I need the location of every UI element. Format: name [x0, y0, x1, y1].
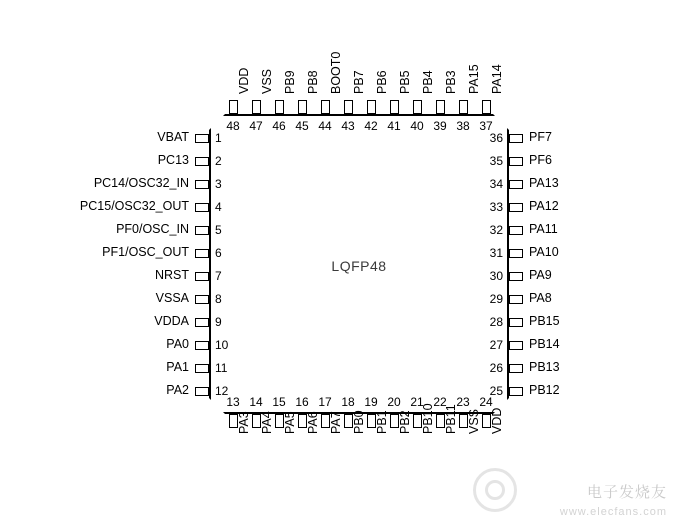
pin-label-1: VBAT	[157, 130, 189, 144]
pin-number-35: 35	[489, 154, 503, 168]
pin-right-30	[509, 272, 523, 281]
pin-right-26	[509, 364, 523, 373]
pin-left-6	[195, 249, 209, 258]
pin-number-38: 38	[456, 119, 470, 133]
pin-right-31	[509, 249, 523, 258]
pin-left-11	[195, 364, 209, 373]
pin-number-47: 47	[249, 119, 263, 133]
pin-right-29	[509, 295, 523, 304]
pin-number-1: 1	[215, 131, 222, 145]
pin-number-26: 26	[489, 361, 503, 375]
pin-number-21: 21	[410, 395, 424, 409]
pin-top-37	[482, 100, 491, 114]
pin-number-32: 32	[489, 223, 503, 237]
pin-label-13: PA3	[237, 411, 251, 434]
pin-left-7	[195, 272, 209, 281]
pin-label-27: PB14	[529, 337, 560, 351]
pin-number-24: 24	[479, 395, 493, 409]
pin-top-46	[275, 100, 284, 114]
pin-label-26: PB13	[529, 360, 560, 374]
pin-number-28: 28	[489, 315, 503, 329]
pin-right-34	[509, 180, 523, 189]
pin-top-43	[344, 100, 353, 114]
package-label: LQFP48	[331, 258, 387, 274]
pin-label-15: PA5	[283, 411, 297, 434]
pin-top-40	[413, 100, 422, 114]
pin-label-36: PF7	[529, 130, 552, 144]
pin-number-18: 18	[341, 395, 355, 409]
pin-label-30: PA9	[529, 268, 552, 282]
pin-label-20: PB2	[398, 410, 412, 434]
pin-right-25	[509, 387, 523, 396]
pin-label-24: VDD	[490, 407, 504, 434]
pin-number-7: 7	[215, 269, 222, 283]
pin-left-2	[195, 157, 209, 166]
pin-number-27: 27	[489, 338, 503, 352]
pin-number-23: 23	[456, 395, 470, 409]
pin-label-21: PB10	[421, 403, 435, 434]
watermark-logo-icon	[473, 468, 517, 512]
pin-label-16: PA6	[306, 411, 320, 434]
pin-label-45: PB8	[306, 70, 320, 94]
pin-top-42	[367, 100, 376, 114]
pin-number-31: 31	[489, 246, 503, 260]
pin-number-33: 33	[489, 200, 503, 214]
pin-left-3	[195, 180, 209, 189]
pin-number-25: 25	[489, 384, 503, 398]
pin-top-39	[436, 100, 445, 114]
pin-left-4	[195, 203, 209, 212]
pin-label-5: PF0/OSC_IN	[116, 222, 189, 236]
pin-number-10: 10	[215, 338, 229, 352]
pin-top-44	[321, 100, 330, 114]
pin-number-41: 41	[387, 119, 401, 133]
pin-label-14: PA4	[260, 411, 274, 434]
pin-label-48: VDD	[237, 67, 251, 94]
pin-number-34: 34	[489, 177, 503, 191]
pin-label-34: PA13	[529, 176, 559, 190]
pin-label-12: PA2	[166, 383, 189, 397]
pin-top-47	[252, 100, 261, 114]
pin-number-5: 5	[215, 223, 222, 237]
pin-number-13: 13	[226, 395, 240, 409]
pin-label-19: PB1	[375, 410, 389, 434]
pin-top-38	[459, 100, 468, 114]
pin-label-33: PA12	[529, 199, 559, 213]
pin-number-3: 3	[215, 177, 222, 191]
pin-right-35	[509, 157, 523, 166]
pin-label-28: PB15	[529, 314, 560, 328]
pin-label-2: PC13	[157, 153, 189, 167]
pin-number-4: 4	[215, 200, 222, 214]
pin-number-42: 42	[364, 119, 378, 133]
pin-label-11: PA1	[166, 360, 189, 374]
pin-number-22: 22	[433, 395, 447, 409]
pin-label-35: PF6	[529, 153, 552, 167]
pin-label-39: PB3	[444, 70, 458, 94]
pin-number-29: 29	[489, 292, 503, 306]
pin-number-11: 11	[215, 361, 228, 375]
pin-number-15: 15	[272, 395, 286, 409]
pin-label-7: NRST	[154, 268, 189, 282]
pin-left-10	[195, 341, 209, 350]
pin-number-2: 2	[215, 154, 222, 168]
pin-top-41	[390, 100, 399, 114]
pin-number-6: 6	[215, 246, 222, 260]
pin-number-40: 40	[410, 119, 424, 133]
pin-number-48: 48	[226, 119, 240, 133]
pin-label-42: PB6	[375, 70, 389, 94]
pin-left-8	[195, 295, 209, 304]
pin-label-17: PA7	[329, 411, 343, 434]
pin-number-20: 20	[387, 395, 401, 409]
pin-label-8: VSSA	[155, 291, 189, 305]
pin-left-5	[195, 226, 209, 235]
pin-left-9	[195, 318, 209, 327]
pin-label-32: PA11	[529, 222, 558, 236]
pin-number-12: 12	[215, 384, 229, 398]
pin-number-14: 14	[249, 395, 263, 409]
pin-left-1	[195, 134, 209, 143]
pin-label-9: VDDA	[154, 314, 189, 328]
pin-right-27	[509, 341, 523, 350]
pin-label-18: PB0	[352, 410, 366, 434]
pin-number-30: 30	[489, 269, 503, 283]
watermark-name: 电子发烧友	[586, 483, 667, 501]
pin-right-33	[509, 203, 523, 212]
pin-number-9: 9	[215, 315, 222, 329]
pin-label-29: PA8	[529, 291, 552, 305]
pin-right-28	[509, 318, 523, 327]
pin-label-43: PB7	[352, 70, 366, 94]
pin-label-37: PA14	[490, 64, 504, 94]
pin-number-17: 17	[318, 395, 332, 409]
pin-number-39: 39	[433, 119, 447, 133]
pin-label-3: PC14/OSC32_IN	[93, 176, 189, 190]
pin-label-38: PA15	[467, 64, 481, 94]
pin-left-12	[195, 387, 209, 396]
pin-label-6: PF1/OSC_OUT	[102, 245, 189, 259]
pin-right-36	[509, 134, 523, 143]
pin-label-23: VSS	[467, 408, 481, 434]
pin-label-4: PC15/OSC32_OUT	[79, 199, 189, 213]
pin-right-32	[509, 226, 523, 235]
pin-label-46: PB9	[283, 70, 297, 94]
pin-label-40: PB4	[421, 70, 435, 94]
pin-label-44: BOOT0	[329, 51, 343, 94]
pin-label-31: PA10	[529, 245, 559, 259]
pin-number-46: 46	[272, 119, 286, 133]
pin-label-25: PB12	[529, 383, 560, 397]
pin-top-45	[298, 100, 307, 114]
pin-label-22: PB11	[444, 404, 458, 434]
pin-top-48	[229, 100, 238, 114]
pin-number-43: 43	[341, 119, 355, 133]
watermark-site: www.elecfans.com	[559, 506, 667, 518]
pin-number-37: 37	[479, 119, 493, 133]
pin-label-41: PB5	[398, 70, 412, 94]
pin-number-45: 45	[295, 119, 309, 133]
pin-number-36: 36	[489, 131, 503, 145]
pin-number-44: 44	[318, 119, 332, 133]
pin-number-8: 8	[215, 292, 222, 306]
pin-label-47: VSS	[260, 68, 274, 94]
pin-number-16: 16	[295, 395, 309, 409]
pin-number-19: 19	[364, 395, 378, 409]
pin-label-10: PA0	[166, 337, 189, 351]
